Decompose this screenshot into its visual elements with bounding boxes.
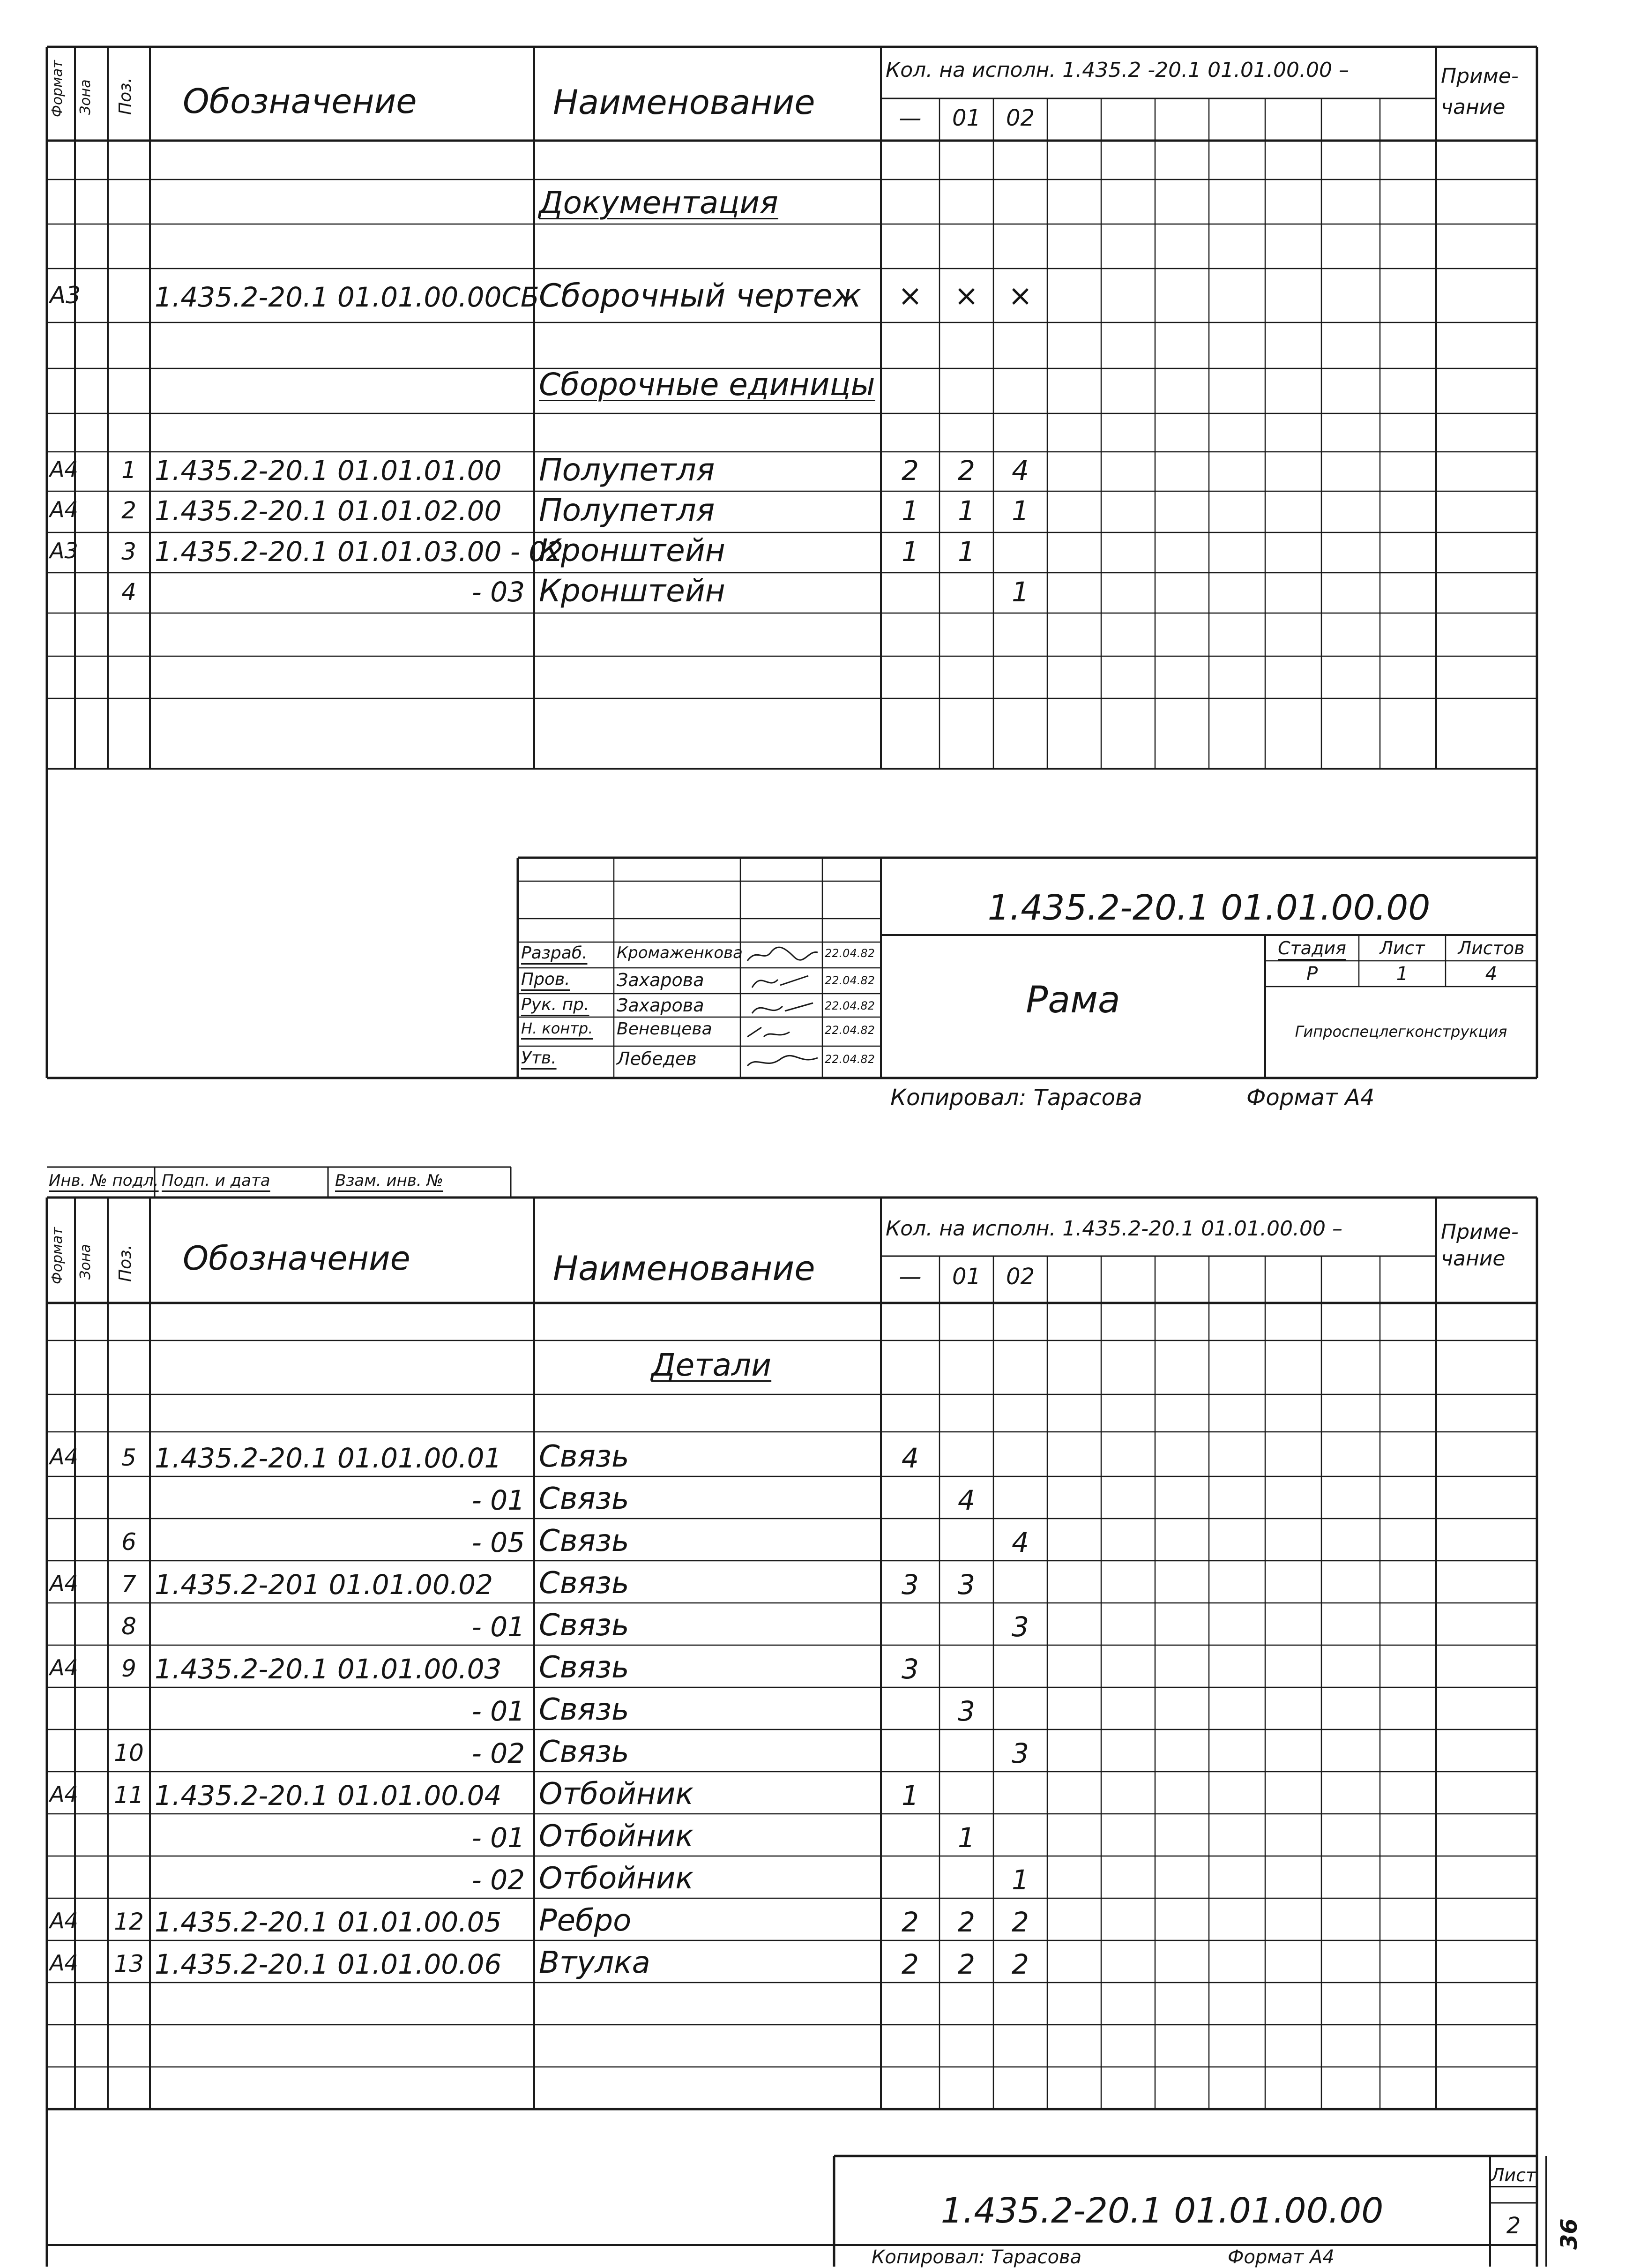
row-format: A3	[50, 282, 81, 309]
row-pos: 8	[121, 1613, 136, 1640]
row-designation: 1.435.2-20.1 01.01.00.03	[155, 1653, 502, 1685]
row-designation: - 05	[471, 1527, 525, 1558]
row-qty-base: 4	[902, 1442, 919, 1474]
header-qty-title: Кол. на исполн. 1.435.2 -20.1 01.01.00.00 –	[886, 58, 1349, 82]
row-name: Связь	[539, 1650, 629, 1685]
sign-role: Н. контр.	[521, 1019, 593, 1037]
row-qty-01: ×	[954, 278, 979, 313]
row-name: Сборочный чертеж	[539, 277, 861, 314]
row-qty-base: 2	[902, 1906, 919, 1938]
row-qty-01: 2	[958, 455, 975, 487]
stamp-sign-date: Подп. и дата	[162, 1171, 270, 1190]
header-pos: Поз.	[116, 1244, 135, 1282]
side-page-number: 36	[1556, 2218, 1582, 2250]
row-pos: 6	[121, 1528, 136, 1556]
sign-name: Веневцева	[617, 1019, 712, 1039]
header-name: Наименование	[553, 82, 815, 122]
row-format: A4	[50, 1781, 78, 1807]
header-note: Приме- чание	[1441, 64, 1519, 119]
header-designation: Обозначение	[183, 1239, 410, 1278]
row-qty-01: 1	[958, 536, 975, 568]
sign-name: Захарова	[617, 995, 704, 1016]
row-qty-base: 1	[902, 495, 919, 527]
row-qty-02: 2	[1012, 1948, 1029, 1980]
sheet2-sheet-number: 2	[1506, 2213, 1521, 2239]
title-organization: Гипроспецлегконструкция	[1295, 1023, 1507, 1040]
sheet2-sheet-label: Лист	[1491, 2165, 1536, 2186]
row-name: Отбойник	[539, 1819, 693, 1854]
sign-role: Пров.	[521, 970, 570, 989]
row-name: Отбойник	[539, 1861, 693, 1896]
row-format: A3	[50, 538, 78, 563]
row-name: Связь	[539, 1735, 629, 1769]
row-qty-01: 3	[958, 1569, 975, 1601]
row-qty-02: 1	[1012, 1864, 1029, 1896]
row-qty-base: 3	[902, 1569, 919, 1601]
header-variant-02: 02	[1006, 105, 1035, 131]
title-stage: Р	[1306, 963, 1318, 985]
row-designation: 1.435.2-20.1 01.01.00.00СБ	[155, 281, 539, 313]
row-format: A4	[50, 1655, 78, 1680]
title-doc-number: 1.435.2-20.1 01.01.00.00	[987, 888, 1431, 928]
signature-marks	[743, 943, 822, 1074]
title-stage-label: Стадия	[1278, 938, 1346, 958]
row-name: Отбойник	[539, 1777, 693, 1811]
row-qty-01: 1	[958, 495, 975, 527]
title-sheet: 1	[1396, 963, 1409, 985]
row-qty-02: 1	[1012, 495, 1029, 527]
row-name: Связь	[539, 1482, 629, 1516]
sign-date: 22.04.82	[825, 1053, 875, 1066]
row-format: A4	[50, 1908, 78, 1933]
row-format: A4	[50, 497, 78, 522]
row-format: A4	[50, 457, 78, 482]
row-name: Связь	[539, 1439, 629, 1474]
row-designation: - 01	[471, 1611, 525, 1643]
stamp-replaces-inventory: Взам. инв. №	[335, 1171, 443, 1190]
row-designation: 1.435.2-20.1 01.01.02.00	[155, 495, 502, 527]
section-assembly-units: Сборочные единицы	[539, 367, 875, 403]
header-designation: Обозначение	[183, 82, 417, 121]
format-label: Формат А4	[1246, 1085, 1375, 1111]
sign-role: Утв.	[521, 1048, 557, 1068]
row-name: Связь	[539, 1524, 629, 1558]
sign-name: Лебедев	[617, 1048, 697, 1069]
row-format: A4	[50, 1950, 78, 1976]
row-name: Связь	[539, 1608, 629, 1643]
row-name: Кронштейн	[539, 573, 725, 609]
header-note: Приме- чание	[1441, 1220, 1519, 1271]
row-pos: 3	[121, 538, 136, 565]
row-pos: 9	[121, 1655, 136, 1682]
row-qty-base: 2	[902, 455, 919, 487]
row-qty-02: ×	[1008, 278, 1033, 313]
row-qty-02: 3	[1012, 1737, 1029, 1769]
header-variant-01: 01	[952, 1264, 981, 1290]
section-parts: Детали	[651, 1347, 772, 1383]
row-qty-base: 3	[902, 1653, 919, 1685]
row-qty-02: 4	[1012, 1527, 1029, 1558]
row-designation: 1.435.2-20.1 01.01.00.01	[155, 1442, 502, 1474]
row-qty-base: 1	[902, 1780, 919, 1811]
section-documentation: Документация	[539, 185, 778, 221]
sheet2-format-label: Формат А4	[1228, 2246, 1335, 2268]
row-pos: 13	[114, 1950, 144, 1977]
row-designation: - 01	[471, 1484, 525, 1516]
header-variant-base: —	[899, 1264, 922, 1290]
row-qty-01: 4	[958, 1484, 975, 1516]
row-designation: - 01	[471, 1822, 525, 1854]
sign-date: 22.04.82	[825, 974, 875, 987]
row-qty-01: 3	[958, 1695, 975, 1727]
sign-role: Рук. пр.	[521, 995, 589, 1014]
row-qty-01: 2	[958, 1948, 975, 1980]
row-designation: - 02	[471, 1737, 525, 1769]
header-pos: Поз.	[116, 77, 135, 115]
title-sheet-label: Лист	[1379, 938, 1425, 958]
row-qty-base: 2	[902, 1948, 919, 1980]
row-pos: 7	[121, 1571, 136, 1598]
title-sheets-label: Листов	[1458, 938, 1525, 958]
row-qty-02: 2	[1012, 1906, 1029, 1938]
row-name: Полупетля	[539, 452, 715, 488]
header-variant-02: 02	[1006, 1264, 1035, 1290]
sign-name: Захарова	[617, 970, 704, 990]
row-pos: 12	[114, 1908, 144, 1935]
row-qty-02: 3	[1012, 1611, 1029, 1643]
sheet2-doc-number: 1.435.2-20.1 01.01.00.00	[940, 2191, 1384, 2231]
stamp-inventory-original: Инв. № подл.	[49, 1171, 159, 1190]
row-format: A4	[50, 1444, 78, 1469]
row-designation: - 02	[471, 1864, 525, 1896]
row-qty-01: 2	[958, 1906, 975, 1938]
row-designation: 1.435.2-20.1 01.01.00.06	[155, 1948, 502, 1980]
copied-by: Копировал: Тарасова	[890, 1085, 1142, 1111]
row-pos: 10	[114, 1739, 144, 1766]
title-name: Рама	[1026, 979, 1120, 1021]
row-designation: - 01	[471, 1695, 525, 1727]
header-zone: Зона	[77, 1244, 94, 1280]
row-name: Втулка	[539, 1946, 650, 1980]
row-designation: 1.435.2-20.1 01.01.00.04	[155, 1780, 502, 1811]
row-name: Связь	[539, 1692, 629, 1727]
sign-role: Разраб.	[521, 943, 588, 963]
row-designation: 1.435.2-20.1 01.01.00.05	[155, 1906, 502, 1938]
row-qty-01: 1	[958, 1822, 975, 1854]
header-qty-title: Кол. на исполн. 1.435.2-20.1 01.01.00.00 –	[886, 1217, 1342, 1241]
row-qty-base: ×	[898, 278, 923, 313]
row-designation: 1.435.2-201 01.01.00.02	[155, 1569, 493, 1601]
row-designation: 1.435.2-20.1 01.01.01.00	[155, 455, 502, 487]
sign-date: 22.04.82	[825, 999, 875, 1012]
row-name: Связь	[539, 1566, 629, 1601]
header-zone: Зона	[77, 79, 94, 115]
row-pos: 5	[121, 1444, 136, 1471]
sign-name: Кромаженкова	[617, 943, 743, 962]
row-qty-base: 1	[902, 536, 919, 568]
row-pos: 4	[121, 578, 136, 606]
row-name: Ребро	[539, 1903, 632, 1938]
header-variant-01: 01	[952, 105, 981, 131]
sign-date: 22.04.82	[825, 1024, 875, 1037]
row-format: A4	[50, 1571, 78, 1596]
row-name: Кронштейн	[539, 532, 725, 569]
sign-date: 22.04.82	[825, 947, 875, 960]
row-pos: 2	[121, 497, 136, 524]
row-pos: 1	[121, 457, 136, 484]
row-name: Полупетля	[539, 492, 715, 528]
row-designation: - 03	[471, 576, 525, 608]
row-designation: 1.435.2-20.1 01.01.03.00 - 02	[155, 536, 564, 568]
header-name: Наименование	[553, 1249, 815, 1288]
row-qty-02: 4	[1012, 455, 1029, 487]
sheet2-copied-by: Копировал: Тарасова	[872, 2246, 1082, 2268]
header-format: Формат	[49, 1227, 66, 1284]
row-pos: 11	[114, 1781, 144, 1809]
row-qty-02: 1	[1012, 576, 1029, 608]
title-sheets: 4	[1485, 963, 1498, 985]
header-variant-base: —	[899, 105, 922, 131]
header-format: Формат	[49, 60, 66, 117]
